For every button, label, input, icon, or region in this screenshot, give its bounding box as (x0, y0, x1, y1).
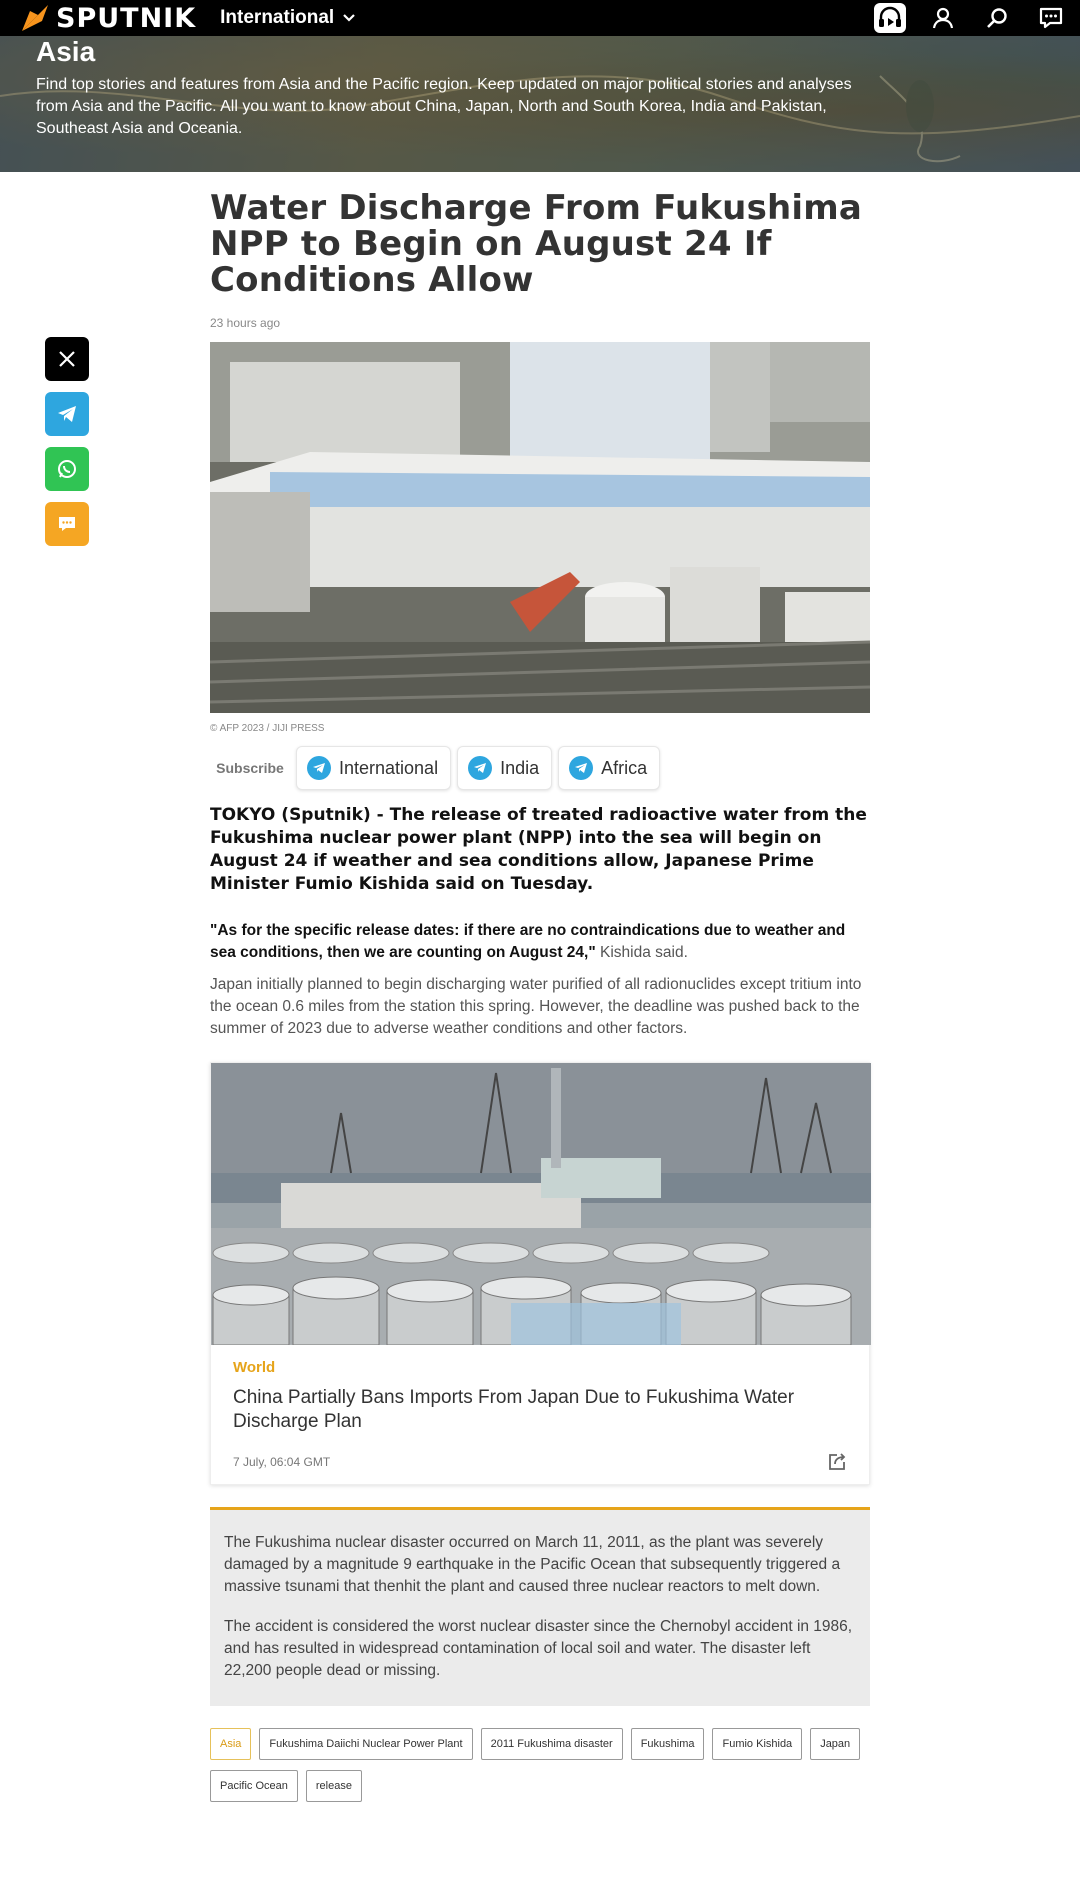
related-article-card[interactable] (210, 1062, 870, 1485)
share-icon[interactable] (827, 1452, 847, 1472)
tag-japan[interactable]: Japan (810, 1728, 860, 1760)
tag-asia[interactable]: Asia (210, 1728, 251, 1760)
top-bar (0, 0, 1080, 36)
factbox-paragraph: The accident is considered the worst nuclear disaster since the Chernobyl accident in 1986, and has resulted in widespread contamination of local soil and water. The disaster left 22,200 people dead or missing. (224, 1618, 853, 1679)
nuclear-plant-photo (210, 342, 870, 713)
article-lead: TOKYO (Sputnik) - The release of treated radioactive water from the Fukushima nuclear power plant (NPP) into the sea will begin on August 24 if weather and sea conditions allow, Japanese Prime Minister Fumio Kishida said on Tuesday. (210, 805, 867, 894)
article-paragraph: Japan initially planned to begin discharging water purified of all radionuclides except tritium into the ocean 0.6 miles from the station this spring. However, the deadline was pushed back to the summer of 2023 due to adverse weather conditions and other factors. (210, 976, 862, 1037)
article-timestamp: 23 hours ago (210, 316, 281, 330)
storage-tanks-photo (211, 1063, 871, 1345)
subscribe-india-button[interactable] (457, 746, 552, 790)
subscribe-channel-label: Africa (601, 757, 648, 778)
subscribe-bar (210, 746, 870, 790)
article-title: Water Discharge From Fukushima NPP to Begin on August 24 If Conditions Allow (210, 188, 863, 300)
telegram-icon (56, 404, 78, 424)
share-whatsapp-button[interactable] (45, 447, 89, 491)
section-hero (0, 36, 1080, 172)
sputnik-logo[interactable] (20, 0, 196, 36)
subscribe-label: Subscribe (216, 760, 284, 776)
logo-text: SPUTNIK (56, 2, 197, 34)
quote-text: "As for the specific release dates: if there are no contraindications due to weather and sea conditions, then we are counting on August 24," (210, 922, 846, 961)
article (210, 190, 870, 1802)
telegram-icon (569, 756, 593, 780)
search-button[interactable] (980, 3, 1014, 33)
share-x-button[interactable] (45, 337, 89, 381)
telegram-icon (468, 756, 492, 780)
sputnik-logo-icon (20, 3, 50, 33)
subscribe-channel-label: India (500, 757, 540, 778)
radio-button[interactable] (874, 3, 906, 33)
share-telegram-button[interactable] (45, 392, 89, 436)
share-bar (45, 337, 89, 546)
factbox-paragraph: The Fukushima nuclear disaster occurred on March 11, 2011, as the plant was severely damaged by a magnitude 9 earthquake in the Pacific Ocean that subsequently triggered a massive tsunami that thenhit the plant and caused three nuclear reactors to melt down. (224, 1534, 841, 1595)
section-description: Find top stories and features from Asia and the Pacific region. Keep updated on major political stories and analyses from Asia and the Pacific. All you want to know about China, Japan, North and South Korea, India and Pakistan, Southeast Asia and Oceania. (36, 76, 852, 137)
tag-fukushima-daiichi[interactable]: Fukushima Daiichi Nuclear Power Plant (259, 1728, 472, 1760)
user-icon (931, 6, 955, 30)
chevron-down-icon (342, 11, 356, 25)
edition-label: International (220, 7, 335, 28)
subscribe-international-button[interactable] (296, 746, 451, 790)
telegram-icon (307, 756, 331, 780)
edition-selector[interactable] (220, 7, 356, 29)
tag-release[interactable]: release (306, 1770, 362, 1802)
tag-list (210, 1728, 870, 1802)
factbox (210, 1507, 870, 1706)
tag-2011-fukushima-disaster[interactable]: 2011 Fukushima disaster (481, 1728, 623, 1760)
subscribe-channel-label: International (339, 757, 439, 778)
whatsapp-icon (56, 458, 78, 480)
related-article-date: 7 July, 06:04 GMT (233, 1455, 331, 1469)
quote-attribution: Kishida said. (595, 944, 688, 961)
radio-icon (877, 6, 903, 30)
share-chat-button[interactable] (45, 502, 89, 546)
tag-fumio-kishida[interactable]: Fumio Kishida (712, 1728, 802, 1760)
article-quote (210, 920, 870, 964)
chat-icon (1038, 6, 1064, 30)
section-title: Asia (36, 36, 96, 67)
subscribe-africa-button[interactable] (558, 746, 660, 790)
search-icon (985, 6, 1009, 30)
chat-icon (56, 513, 78, 535)
account-button[interactable] (926, 3, 960, 33)
tag-pacific-ocean[interactable]: Pacific Ocean (210, 1770, 298, 1802)
related-article-image (211, 1063, 871, 1345)
photo-credit: © AFP 2023 / JIJI PRESS (210, 723, 325, 734)
related-article-title[interactable]: China Partially Bans Imports From Japan Due to Fukushima Water Discharge Plan (233, 1387, 795, 1432)
article-main-image[interactable] (210, 342, 870, 713)
x-icon (57, 349, 77, 369)
related-article-category[interactable]: World (233, 1359, 276, 1376)
tag-fukushima[interactable]: Fukushima (631, 1728, 705, 1760)
chat-button[interactable] (1034, 3, 1068, 33)
